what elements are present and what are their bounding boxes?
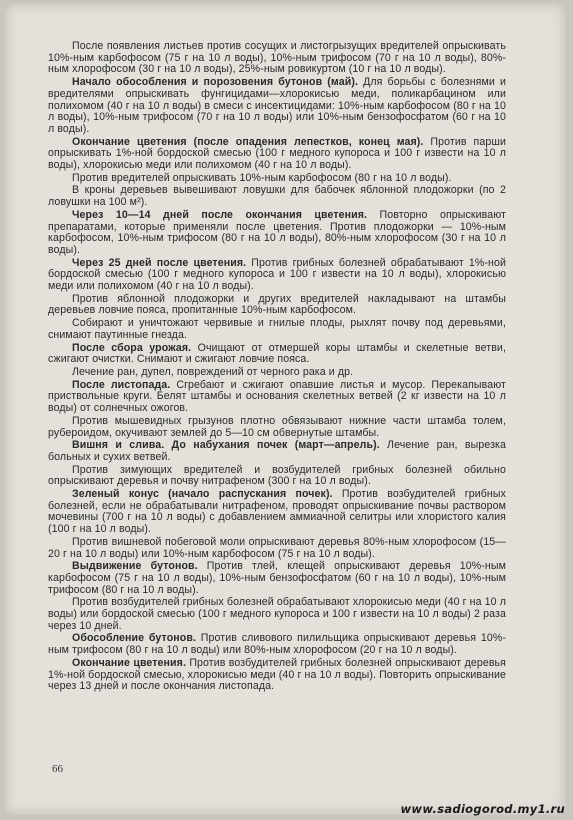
paragraph-text: Собирают и уничтожают червивые и гнилые плоды, рыхлят почву под деревьями, снимают паутинные гнезда.	[48, 317, 506, 341]
paragraph-heading: Через 25 дней после цветения.	[72, 256, 247, 269]
paragraph-text: Против парши опрыскивать 1%-ной бордоской смесью (100 г медного купороса и 100 г извести на 10 л воды), хлорокисью меди или полихомом (40 г на 10 л воды).	[48, 135, 506, 172]
paragraph-text: В кроны деревьев вывешивают ловушки для бабочек яблонной плодожорки (по 2 ловушки на 100 м²).	[48, 184, 506, 209]
paragraph-text: Против сливового пилильщика опрыскивают деревья 10%-ным трифосом (80 г на 10 л воды) или 80%-ным хлорофосом (20 г на 10 л воды).	[48, 632, 506, 657]
paragraph	[48, 537, 506, 560]
paragraph-text: Повторно опрыскивают препаратами, которые применяли после цветения. Против плодожорки — 10%-ным карбофосом, 10%-ным трифосом (80 г на 10 л воды), 80%-ным хлорофосом (30 г на 10 л воды).	[48, 208, 506, 256]
paragraph-heading: Зеленый конус (начало распускания почек).	[72, 488, 333, 501]
paragraph-text: Против зимующих вредителей и возбудителей грибных болезней обильно опрыскивают деревья и почву нитрафеном (300 г на 10 л воды).	[48, 463, 506, 488]
paragraph	[48, 210, 506, 257]
paragraph	[48, 77, 506, 136]
paragraph-text: Против мышевидных грызунов плотно обвязывают нижние части штамба толем, рубероидом, окучивают землей до 5—10 см обвернутые штамбы.	[48, 414, 506, 439]
paragraph-text: После появления листьев против сосущих и листогрызущих вредителей опрыскивать 10%-ным карбофосом (75 г на 10 л воды), 10%-ным трифосом (70 г на 10 л воды), 80%-ным хлорофосом (30 г на 10 л воды), 25%-ным ровикуртом (10 г на 10 л воды).	[48, 40, 506, 76]
paragraph-text: Против тлей, клещей опрыскивают деревья 10%-ным карбофосом (75 г на 10 л воды), 10%-ным бензофосфатом (60 г на 10 л воды), 10%-ным трифосом (80 г на 10 л воды).	[48, 560, 506, 596]
paragraph-heading: Выдвижение бутонов.	[72, 560, 198, 573]
paragraph-text: Против возбудителей грибных болезней обрабатывают хлорокисью меди (40 г на 10 л воды) или бордоской смесью (100 г медного купороса и 100 г извести на 10 л воды) 2 раза через 10 дней.	[48, 596, 506, 632]
paragraph	[48, 173, 506, 185]
paragraph	[48, 489, 506, 536]
paragraph-heading: Окончание цветения.	[72, 656, 186, 669]
page-number: 66	[52, 763, 63, 775]
paragraph-heading: После листопада.	[72, 378, 171, 391]
paragraph-text: Для борьбы с болезнями и вредителями опрыскивать фунгицидами—хлорокисью меди, поликарбацином или полихомом (40 г на 10 л воды) в смеси с инсектицидами: 10%-ным карбофосом (80 г на 10 л воды), 10%-ным трифосом (70 г на 10 л воды) или 10%-ным бензофосфатом (60 г на 10 л воды).	[48, 76, 506, 135]
paragraph-text: Против вишневой побеговой моли опрыскивают деревья 80%-ным хлорофосом (15—20 г на 10 л воды) или 10%-ным карбофосом (75 г на 10 л воды).	[48, 535, 506, 560]
paragraph-text: Против возбудителей грибных болезней опрыскивают деревья 1%-ной бордоской смесью, хлорокисью меди (40 г на 10 л воды). Повторить опрыскивание через 13 дней и после окончания листопада.	[48, 656, 507, 693]
page-text	[48, 41, 506, 694]
paragraph	[48, 41, 506, 76]
paragraph	[48, 137, 506, 172]
paragraph-text: Против возбудителей грибных болезней, если не обрабатывали нитрафеном, проводят опрыскивание почвы раствором мочевины (700 г на 10 л воды) с добавлением аммиачной селитры или хлористого калия (100 г на 10 л воды).	[48, 488, 506, 536]
paragraph	[48, 185, 506, 208]
paragraph	[48, 294, 506, 317]
paragraph	[48, 633, 506, 656]
paragraph-text: Против грибных болезней обрабатывают 1%-ной бордоской смесью (100 г медного купороса и 100 г извести на 10 л воды), хлорокисью меди или полихомом (40 г на 10 л воды).	[48, 256, 507, 293]
paragraph-heading: Обособление бутонов.	[72, 632, 197, 645]
book-page	[4, 3, 566, 815]
paragraph	[48, 465, 506, 488]
paragraph-text: Очищают от отмершей коры штамбы и скелетные ветви, сжигают очистки. Снимают и сжигают ловчие пояса.	[48, 341, 506, 366]
paragraph-heading: Вишня и слива. До набухания почек (март—апрель).	[72, 439, 380, 452]
paragraph	[48, 380, 506, 415]
paragraph	[48, 440, 506, 463]
paragraph-text: Против яблонной плодожорки и других вредителей накладывают на штамбы деревьев ловчие пояса, пропитанные 10%-ным карбофосом.	[48, 292, 506, 317]
paragraph	[48, 343, 506, 366]
paragraph-heading: После сбора урожая.	[72, 341, 192, 354]
paragraph-text: Лечение ран, вырезка больных и сухих ветвей.	[48, 439, 506, 463]
paragraph-heading: Окончание цветения (после опадения лепестков, конец мая).	[72, 135, 424, 148]
paragraph-heading: Начало обособления и порозовения бутонов (май).	[72, 76, 358, 89]
paragraph-heading: Через 10—14 дней после окончания цветения.	[72, 208, 368, 221]
paragraph	[48, 597, 506, 632]
paragraph-text: Против вредителей опрыскивать 10%-ным карбофосом (80 г на 10 л воды).	[72, 171, 452, 184]
paragraph	[48, 416, 506, 439]
paragraph	[48, 658, 506, 693]
paragraph	[48, 318, 506, 341]
paragraph-text: Лечение ран, дупел, повреждений от черного рака и др.	[72, 365, 354, 378]
paragraph	[48, 367, 506, 379]
paragraph	[48, 561, 506, 596]
watermark-url[interactable]: www.sadiogorod.my1.ru	[400, 802, 565, 816]
paragraph-text: Сгребают и сжигают опавшие листья и мусор. Перекапывают приствольные круги. Белят штамбы и основания скелетных ветвей (2 кг извести на 10 л воды) от солнечных ожогов.	[48, 378, 506, 415]
paragraph	[48, 258, 506, 293]
